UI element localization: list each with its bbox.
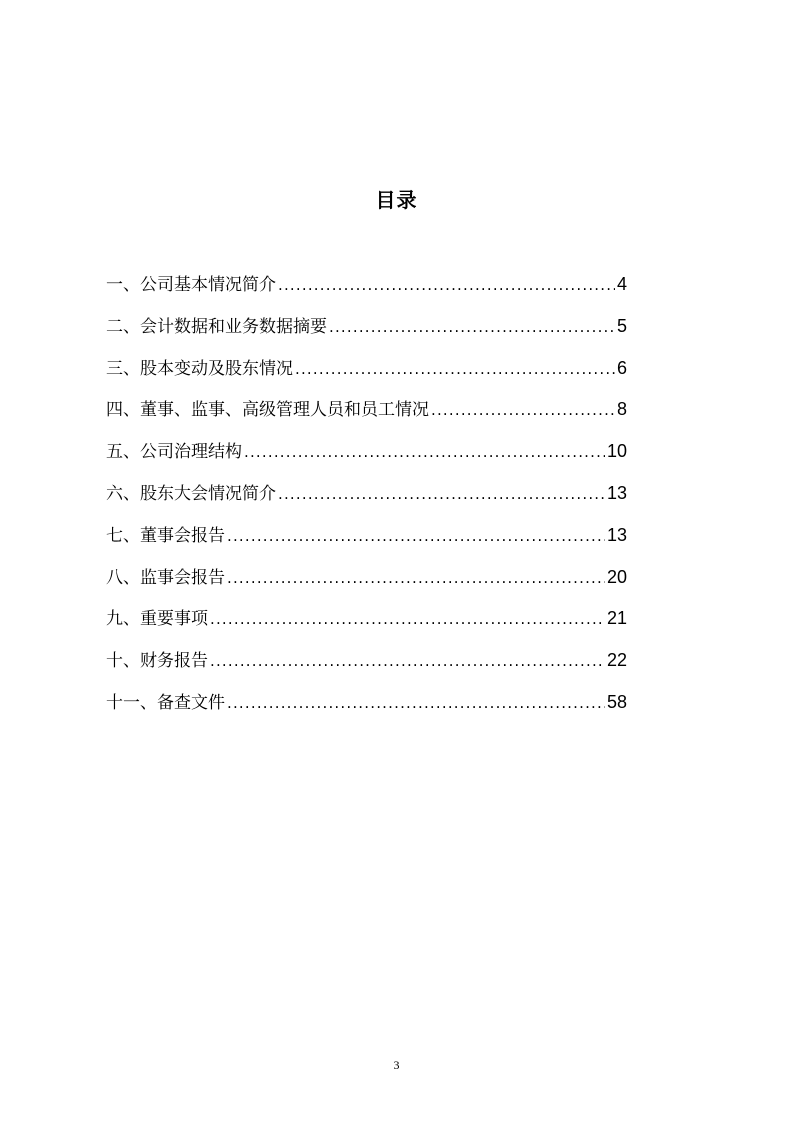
toc-entry-page: 13: [606, 524, 627, 545]
toc-entry-page: 8: [616, 399, 627, 420]
toc-dot-leader: [295, 355, 615, 383]
toc-dot-leader: [244, 438, 605, 466]
toc-entry-label: 八、监事会报告: [106, 567, 225, 588]
toc-entry-page: 10: [606, 441, 627, 462]
toc-entry-label: 十一、备查文件: [106, 692, 225, 713]
toc-entry[interactable]: [106, 270, 627, 312]
toc-entry-label: 七、董事会报告: [106, 525, 225, 546]
toc-entry[interactable]: [106, 437, 627, 479]
toc-dot-leader: [227, 564, 605, 592]
page-number: 3: [393, 1058, 400, 1072]
toc-entry[interactable]: [106, 688, 627, 730]
toc-dot-leader: [431, 396, 615, 424]
toc-dot-leader: [227, 689, 605, 717]
toc-dot-leader: [210, 647, 605, 675]
toc-entry-label: 五、公司治理结构: [106, 442, 242, 463]
toc-entry-label: 一、公司基本情况简介: [106, 275, 276, 295]
toc-dot-leader: [210, 605, 605, 633]
toc-entry[interactable]: [106, 479, 627, 521]
toc-entry-label: 三、股本变动及股东情况: [106, 358, 293, 379]
toc-entry[interactable]: [106, 646, 627, 688]
toc-entry-label: 二、会计数据和业务数据摘要: [106, 316, 327, 337]
toc-title: 目录: [375, 188, 418, 212]
toc-entry[interactable]: [106, 395, 627, 437]
toc-entry-page: 5: [616, 315, 627, 336]
toc-entry-label: 九、重要事项: [106, 609, 208, 630]
toc-entry-page: 58: [606, 691, 627, 712]
toc-entry[interactable]: [106, 563, 627, 605]
toc-entry[interactable]: [106, 312, 627, 354]
toc-dot-leader: [227, 522, 605, 550]
toc-entry-page: 4: [616, 274, 627, 294]
toc-entry[interactable]: [106, 354, 627, 396]
toc-entry[interactable]: [106, 521, 627, 563]
toc-entry[interactable]: [106, 604, 627, 646]
toc-entry-label: 六、股东大会情况简介: [106, 483, 276, 504]
toc-entry-page: 22: [606, 650, 627, 671]
toc-list: [106, 270, 627, 730]
toc-dot-leader: [278, 271, 615, 299]
toc-entry-label: 十、财务报告: [106, 651, 208, 672]
toc-dot-leader: [329, 313, 615, 341]
toc-entry-page: 13: [606, 482, 627, 503]
toc-entry-page: 6: [616, 357, 627, 378]
toc-entry-label: 四、董事、监事、高级管理人员和员工情况: [106, 400, 429, 421]
toc-dot-leader: [278, 480, 605, 508]
toc-entry-page: 21: [606, 608, 627, 629]
toc-entry-page: 20: [606, 566, 627, 587]
